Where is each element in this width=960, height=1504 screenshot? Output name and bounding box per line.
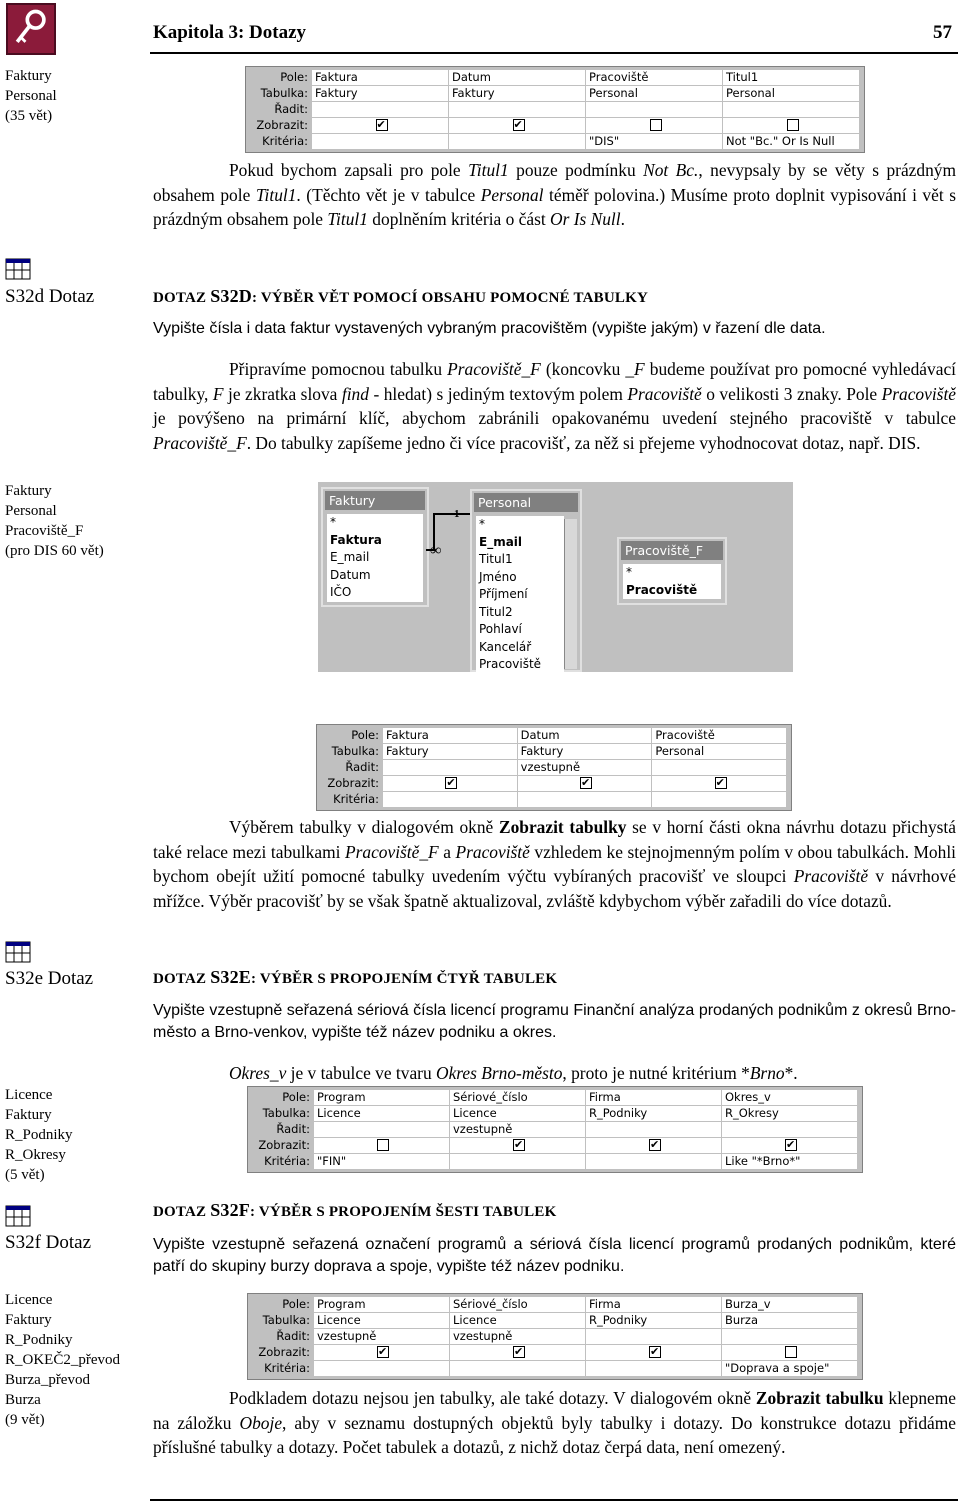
table-box-personal[interactable]: Personal * E_mail Titul1 Jméno Příjmení Titul2 Pohlaví Kancelář Pracoviště — [470, 489, 582, 672]
scrollbar[interactable] — [564, 519, 577, 669]
grid-cell-table[interactable]: Licence — [450, 1106, 586, 1122]
design-grid-3[interactable] — [247, 1086, 863, 1173]
grid-cell-sort[interactable] — [722, 1122, 858, 1138]
sidebar-tables-2: Faktury Personal Pracoviště_F (pro DIS 60 vět) — [5, 483, 104, 559]
grid-cell-table[interactable]: Faktury — [383, 744, 518, 760]
show-checkbox-cell[interactable] — [450, 1345, 586, 1361]
grid-cell-table[interactable]: Licence — [314, 1106, 450, 1122]
table-box-pracoviste-f[interactable]: Pracoviště_F * Pracoviště — [617, 537, 727, 605]
grid-cell-table[interactable]: Personal — [723, 86, 860, 102]
show-checkbox-cell[interactable] — [314, 1345, 450, 1361]
paragraph-3: Výběrem tabulky v dialogovém okně Zobrazit tabulky se v horní části okna návrhu dotazu přichystá také relace mezi tabulkami Pracoviště_F a Pracoviště vzhledem ke stejnojmenným polím v obou tabulkách. Mohli bychom obejít užití pomocné tabulky uvedením výčtu vybíraných pracovišť ve sloupci Pracoviště v návrhové mřížce. Výběr pracovišť by se však špatně aktualizoval, zvláště kdybychom výběr zařadili do více dotazů. — [153, 817, 956, 911]
grid-cell-table[interactable]: Licence — [450, 1313, 586, 1329]
grid-cell-field[interactable]: Burza_v — [722, 1297, 858, 1313]
grid-cell-field[interactable]: Sériové_číslo — [450, 1090, 586, 1106]
show-checkbox-cell[interactable] — [586, 118, 723, 134]
grid-cell-criteria[interactable] — [586, 1361, 722, 1377]
grid-cell-field[interactable]: Sériové_číslo — [450, 1297, 586, 1313]
query-label-s32d: S32d Dotaz — [5, 286, 95, 307]
grid-cell-table[interactable]: Faktury — [518, 744, 653, 760]
query-icon — [5, 1205, 31, 1227]
query-icon — [5, 258, 31, 280]
grid-cell-table[interactable]: Burza — [722, 1313, 858, 1329]
grid-cell-criteria[interactable] — [450, 1154, 586, 1170]
grid-row-label: Zobrazit: — [256, 118, 308, 132]
show-checkbox-cell[interactable] — [586, 1345, 722, 1361]
query-heading-s32d: DOTAZ S32D: VÝBĚR VĚT POMOCÍ OBSAHU POMOCNÉ TABULKY — [153, 286, 649, 306]
show-checkbox-cell[interactable] — [722, 1345, 858, 1361]
task-s32e: Vypište vzestupně seřazená sériová čísla licencí programu Finanční analýza prodaných podnikům z okresů Brno-město a Brno-venkov, vypište též název podniku a okres. — [153, 1002, 956, 1041]
show-checkbox[interactable] — [649, 1139, 661, 1151]
grid-cell-sort[interactable] — [383, 760, 518, 776]
paragraph-1: Pokud bychom zapsali pro pole Titul1 pouze podmínku Not Bc., nevypsaly by se věty s prázdným obsahem pole Titul1. (Těchto vět je v tabulce Personal téměř polovina.) Musíme proto doplnit vypisování i vět s prázdným obsahem pole Titul1 doplněním kritéria o část Or Is Null. — [153, 160, 956, 229]
field-list: * E_mail Titul1 Jméno Příjmení Titul2 Pohlaví Kancelář Pracoviště — [476, 516, 564, 674]
grid-cell-sort[interactable]: vzestupně — [518, 760, 653, 776]
grid-cell-criteria[interactable]: "FIN" — [314, 1154, 450, 1170]
grid-cell-sort[interactable] — [314, 1122, 450, 1138]
design-grid-2[interactable] — [316, 724, 792, 811]
grid-row-label: Pole: — [280, 70, 308, 84]
show-checkbox-cell[interactable] — [314, 1138, 450, 1154]
task-s32f: Vypište vzestupně seřazená označení programů a sériová čísla licencí programů prodaných podnikům, které patří do skupiny burzy doprava a spoje, vypište též název podniku. — [153, 1236, 956, 1275]
grid-cell-field[interactable]: Datum — [518, 728, 653, 744]
grid-cell-sort[interactable]: vzestupně — [314, 1329, 450, 1345]
show-checkbox[interactable] — [580, 777, 592, 789]
relationship-diagram — [318, 482, 793, 672]
show-checkbox-cell[interactable] — [652, 776, 787, 792]
show-checkbox-cell[interactable] — [450, 1138, 586, 1154]
grid-row-label: Tabulka: — [262, 1313, 310, 1327]
grid-cell-criteria[interactable] — [652, 792, 787, 808]
show-checkbox[interactable] — [376, 119, 388, 131]
grid-cell-criteria[interactable] — [586, 1154, 722, 1170]
grid-cell-sort[interactable] — [586, 102, 723, 118]
grid-cell-table[interactable]: Personal — [586, 86, 723, 102]
paragraph-4: Okres_v je v tabulce ve tvaru Okres Brno-město, proto je nutné kritérium *Brno*. — [229, 1063, 798, 1083]
grid-cell-sort[interactable] — [449, 102, 586, 118]
show-checkbox-cell[interactable] — [312, 118, 449, 134]
relation-one-label: 1 — [454, 508, 460, 520]
grid-cell-table[interactable]: Faktury — [312, 86, 449, 102]
grid-cell-sort[interactable] — [586, 1122, 722, 1138]
show-checkbox[interactable] — [785, 1139, 797, 1151]
grid-cell-sort[interactable] — [586, 1329, 722, 1345]
grid-cell-field[interactable]: Okres_v — [722, 1090, 858, 1106]
show-checkbox[interactable] — [445, 777, 457, 789]
query-heading-s32e: DOTAZ S32E: VÝBĚR S PROPOJENÍM ČTYŘ TABULEK — [153, 967, 558, 987]
show-checkbox-cell[interactable] — [586, 1138, 722, 1154]
paragraph-2: Připravíme pomocnou tabulku Pracoviště_F (koncovku _F budeme používat pro pomocné vyhledávací tabulky, F je zkratka slova find - hledat) s jediným textovým polem Pracoviště o velikosti 3 znaky. Pole Pracoviště je povýšeno na primární klíč, abychom zabránili opakovanému uvedení stejného pracoviště v tabulce Pracoviště_F. Do tabulky zapíšeme jedno či více pracovišť, za něž si přejeme vyhodnocovat dotaz, např. DIS. — [153, 359, 956, 453]
show-checkbox[interactable] — [377, 1346, 389, 1358]
relation-many-label: ∞ — [430, 542, 442, 559]
sidebar-tables-4: Licence Faktury R_Podniky R_OKEČ2_převod Burza_převod Burza (9 vět) — [5, 1292, 120, 1428]
grid-cell-criteria[interactable]: Like "*Brno*" — [722, 1154, 858, 1170]
grid-cell-criteria[interactable]: "Doprava a spoje" — [722, 1361, 858, 1377]
grid-cell-sort[interactable]: vzestupně — [450, 1122, 586, 1138]
query-icon — [5, 941, 31, 963]
show-checkbox[interactable] — [513, 1139, 525, 1151]
grid-cell-criteria[interactable] — [450, 1361, 586, 1377]
sidebar-tables-1: Faktury Personal (35 vět) — [5, 68, 57, 124]
show-checkbox[interactable] — [513, 119, 525, 131]
grid-cell-criteria[interactable] — [312, 134, 449, 150]
grid-row-label: Řadit: — [276, 1329, 310, 1343]
show-checkbox-cell[interactable] — [383, 776, 518, 792]
show-checkbox[interactable] — [787, 119, 799, 131]
grid-cell-field[interactable]: Titul1 — [723, 70, 860, 86]
grid-row-label: Zobrazit: — [327, 776, 379, 790]
grid-cell-table[interactable]: Faktury — [449, 86, 586, 102]
task-s32d: Vypište čísla i data faktur vystavených vybraným pracovištěm (vypište jakým) v řazení dle data. — [153, 320, 826, 337]
query-heading-s32f: DOTAZ S32F: VÝBĚR S PROPOJENÍM ŠESTI TABULEK — [153, 1200, 557, 1220]
design-grid-4[interactable] — [247, 1293, 863, 1380]
show-checkbox[interactable] — [513, 1346, 525, 1358]
grid-row-label: Tabulka: — [331, 744, 379, 758]
grid-cell-criteria[interactable] — [383, 792, 518, 808]
grid-cell-sort[interactable] — [722, 1329, 858, 1345]
grid-row-label: Pole: — [351, 728, 379, 742]
show-checkbox[interactable] — [785, 1346, 797, 1358]
show-checkbox-cell[interactable] — [722, 1138, 858, 1154]
show-checkbox-cell[interactable] — [723, 118, 860, 134]
show-checkbox-cell[interactable] — [518, 776, 653, 792]
grid-cell-criteria[interactable]: "DIS" — [586, 134, 723, 150]
grid-cell-field[interactable]: Faktura — [312, 70, 449, 86]
grid-cell-table[interactable]: R_Okresy — [722, 1106, 858, 1122]
grid-cell-table[interactable]: Personal — [652, 744, 787, 760]
grid-cell-sort[interactable] — [652, 760, 787, 776]
chapter-title: Kapitola 3: Dotazy — [153, 22, 307, 43]
access-key-logo — [6, 3, 56, 55]
grid-row-label: Pole: — [282, 1090, 310, 1104]
query-label-s32f: S32f Dotaz — [5, 1232, 92, 1253]
grid-cell-sort[interactable]: vzestupně — [450, 1329, 586, 1345]
grid-cell-field[interactable]: Pracoviště — [652, 728, 787, 744]
grid-row-label: Kritéria: — [262, 134, 308, 148]
grid-cell-field[interactable]: Firma — [586, 1297, 722, 1313]
grid-cell-criteria[interactable] — [449, 134, 586, 150]
show-checkbox[interactable] — [715, 777, 727, 789]
grid-cell-field[interactable]: Program — [314, 1297, 450, 1313]
field-list: * Faktura E_mail Datum IČO — [327, 514, 423, 602]
grid-row-label: Kritéria: — [333, 792, 379, 806]
page-number: 57 — [933, 22, 952, 43]
grid-cell-field[interactable]: Datum — [449, 70, 586, 86]
paragraph-5: Podkladem dotazu nejsou jen tabulky, ale také dotazy. V dialogovém okně Zobrazit tabulku klepneme na záložku Oboje, aby v seznamu dostupných objektů byly tabulky i dotazy. Do konstrukce dotazu přidáme příslušné tabulky a dotazy. Počet tabulek a dotazů, z nichž dotaz čerpá data, není omezený. — [153, 1388, 957, 1457]
show-checkbox[interactable] — [650, 119, 662, 131]
grid-cell-criteria[interactable] — [314, 1361, 450, 1377]
grid-cell-field[interactable]: Firma — [586, 1090, 722, 1106]
show-checkbox-cell[interactable] — [449, 118, 586, 134]
grid-cell-field[interactable]: Faktura — [383, 728, 518, 744]
grid-row-label: Tabulka: — [262, 1106, 310, 1120]
field-list: * Pracoviště — [623, 564, 721, 599]
table-box-faktury[interactable]: Faktury * Faktura E_mail Datum IČO — [321, 487, 429, 607]
grid-cell-criteria[interactable] — [518, 792, 653, 808]
query-label-s32e: S32e Dotaz — [5, 968, 94, 989]
grid-cell-table[interactable]: R_Podniky — [586, 1106, 722, 1122]
grid-row-label: Kritéria: — [264, 1154, 310, 1168]
header-rule — [150, 52, 958, 54]
grid-row-label: Řadit: — [345, 760, 379, 774]
design-grid-1[interactable] — [245, 66, 865, 153]
grid-row-label: Řadit: — [274, 102, 308, 116]
grid-row-label: Zobrazit: — [258, 1138, 310, 1152]
grid-cell-table[interactable]: R_Podniky — [586, 1313, 722, 1329]
sidebar-tables-3: Licence Faktury R_Podniky R_Okresy (5 vět) — [5, 1087, 73, 1183]
grid-row-label: Kritéria: — [264, 1361, 310, 1375]
footer-rule — [150, 1499, 958, 1501]
grid-cell-table[interactable]: Licence — [314, 1313, 450, 1329]
grid-row-label: Pole: — [282, 1297, 310, 1311]
grid-cell-field[interactable]: Program — [314, 1090, 450, 1106]
grid-cell-field[interactable]: Pracoviště — [586, 70, 723, 86]
grid-row-label: Řadit: — [276, 1122, 310, 1136]
grid-cell-sort[interactable] — [312, 102, 449, 118]
grid-cell-criteria[interactable]: Not "Bc." Or Is Null — [723, 134, 860, 150]
grid-row-label: Zobrazit: — [258, 1345, 310, 1359]
show-checkbox[interactable] — [377, 1139, 389, 1151]
grid-cell-sort[interactable] — [723, 102, 860, 118]
grid-row-label: Tabulka: — [260, 86, 308, 100]
show-checkbox[interactable] — [649, 1346, 661, 1358]
